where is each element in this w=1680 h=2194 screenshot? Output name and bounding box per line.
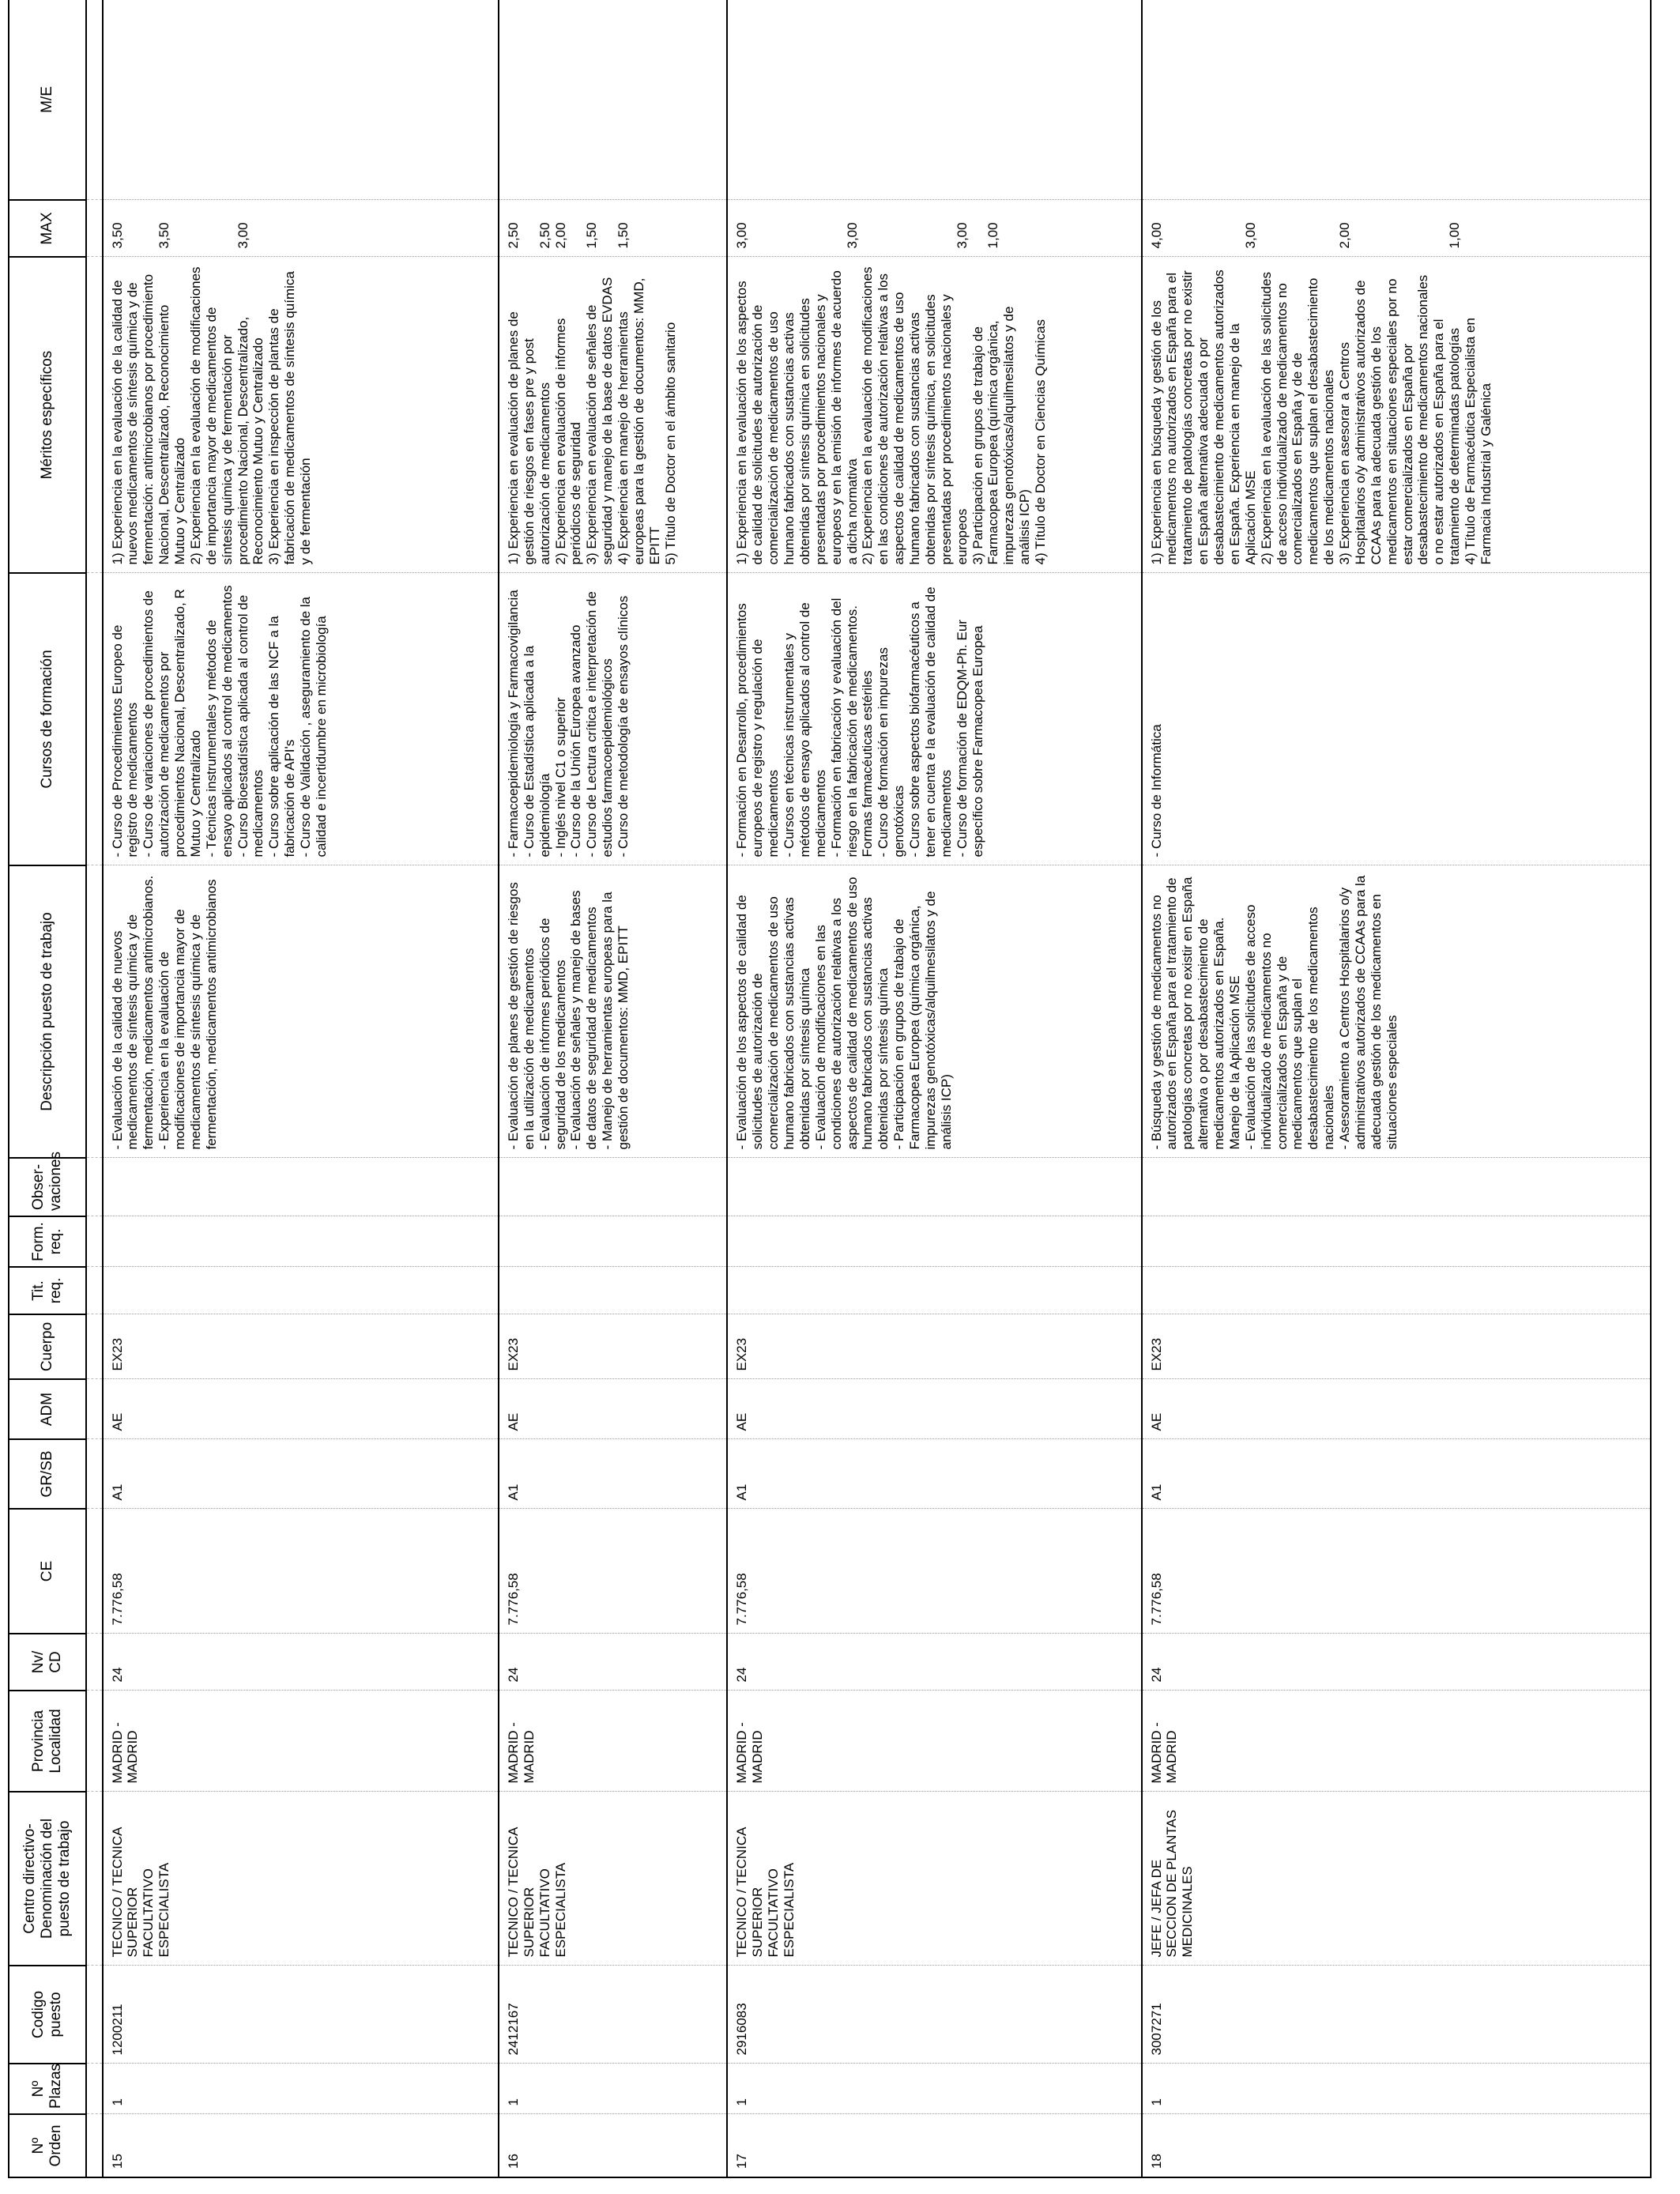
header-orden: Nº Orden [9, 2114, 86, 2177]
cell-adm: AE [499, 1379, 728, 1439]
cell-ce: 7.776,58 [727, 1509, 1141, 1634]
header-max: MAX [9, 200, 86, 257]
cell-nivel: 24 [499, 1634, 728, 1691]
cell-cursos: - Curso de Informática [1142, 573, 1651, 865]
cell-adm: AE [1142, 1379, 1651, 1439]
cell-cuerpo: EX23 [727, 1314, 1141, 1379]
cell-cuerpo: EX23 [103, 1314, 499, 1379]
cell-me [1142, 0, 1651, 200]
cell-nivel: 24 [727, 1634, 1141, 1691]
table-spacer-row [86, 0, 103, 2177]
cell-provincia: MADRID - MADRID [499, 1691, 728, 1792]
cell-tit [1142, 1267, 1651, 1314]
cell-grsb: A1 [499, 1439, 728, 1509]
cell-tit [727, 1267, 1141, 1314]
cell-form [727, 1216, 1141, 1267]
cell-descripcion: - Evaluación de los aspectos de calidad de solicitudes de autorización de comercialización de medicamentos de uso humano fabricados con sustancias activas obtenidas por síntesis química - Evaluación de modificaciones en las condiciones de autorización relativas a los aspectos de calidad de medicamentos de uso humano fabricados con sustancias activas obtenidas por síntesis química - Participación en grupos de trabajo de Farmacopea Europea (química orgánica, impurezas genotóxicas/alquilmesilatos y de análisis ICP) [727, 865, 1141, 1158]
header-provincia: Provincia Localidad [9, 1691, 86, 1792]
cell-cursos: - Formación en Desarrollo, procedimientos europeos de registro y regulación de medicamentos - Cursos en técnicas instrumentales y métodos de ensayo aplicados al control de medicamentos - Formación en fabricación y evaluación del riesgo en la fabricación de medicamentos. Formas farmacéuticas estériles - Curso de formación en impurezas genotóxicas - Curso sobre aspectos biofarmacéuticos a tener en cuenta e la evaluación de calidad de medicamentos - Curso de formación de EDQM-Ph. Eur específico sobre Farmacopea Europea [727, 573, 1141, 865]
cell-obs [499, 1158, 728, 1216]
cell-cuerpo: EX23 [1142, 1314, 1651, 1379]
cell-plazas: 1 [499, 2064, 728, 2114]
header-me: M/E [9, 0, 86, 200]
cell-plazas: 1 [727, 2064, 1141, 2114]
cell-descripcion: - Búsqueda y gestión de medicamentos no autorizados en España para el tratamiento de patologías concretas por no existir en España alternativa o por desabastecimiento de medicamentos autorizados en España. Manejo de la Aplicación MSE - Evaluación de las solicitudes de acceso individualizado de medicamentos no comercializados en España y de medicamentos que suplan el desabastecimiento de los medicamentos nacionales - Asesoramiento a Centros Hospitalarios o/y administrativos autorizados de CCAAs para la adecuada gestión de los medicamentos en situaciones especiales [1142, 865, 1651, 1158]
cell-max: 3,50 3,50 3,00 [103, 200, 499, 257]
cell-form [103, 1216, 499, 1267]
cell-me [499, 0, 728, 200]
cell-codigo: 1200211 [103, 1966, 499, 2064]
table-row [499, 0, 728, 2177]
cell-grsb: A1 [103, 1439, 499, 1509]
header-cuerpo: Cuerpo [9, 1314, 86, 1379]
cell-max: 3,00 3,00 3,00 1,00 [727, 200, 1141, 257]
cell-ce: 7.776,58 [1142, 1509, 1651, 1634]
cell-ce: 7.776,58 [499, 1509, 728, 1634]
header-descripcion: Descripción puesto de trabajo [9, 865, 86, 1158]
cell-meritos: 1) Experiencia en búsqueda y gestión de los medicamentos no autorizados en España para el tratamiento de patologías concretas por no existir en España alternativa adecuada o por desabastecimiento de medicamentos autorizados en España. Experiencia en manejo de la Aplicación MSE 2) Experiencia en la evaluación de las solicitudes de acceso individualizado de medicamentos no comercializados en España y de de medicamentos que suplan el desabastecimiento de los medicamentos nacionales 3) Experiencia en asesorar a Centros Hospitalarios o/y administrativos autorizados de CCAAs para la adecuada gestión de los medicamentos en situaciones especiales por no estar comercializados en España por desabastecimiento de medicamentos nacionales o no estar autorizados en España para el tratamiento de determinadas patologías 4) Título de Farmacéutica Especialista en Farmacia Industrial y Galénica [1142, 257, 1651, 573]
table-row [103, 0, 499, 2177]
cell-descripcion: - Evaluación de la calidad de nuevos medicamentos de síntesis química y de fermentación, medicamentos antimicrobianos. - Experiencia en la evaluación de modificaciones de importancia mayor de medicamentos de síntesis química y de fermentación, medicamentos antimicrobianos [103, 865, 499, 1158]
cell-nivel: 24 [1142, 1634, 1651, 1691]
cell-orden: 15 [103, 2114, 499, 2177]
cell-cursos: - Curso de Procedimientos Europeo de registro de medicamentos - Curso de variaciones de procedimientos de autorización de medicamentos por procedimientos Nacional, Descentralizado, R Mutuo y Centralizado - Técnicas instrumentales y métodos de ensayo aplicados al control de medicamentos - Curso Bioestadística aplicada al control de medicamentos - Curso sobre aplicación de las NCF a la fabricación de API's - Curso de Validación , aseguramiento de la calidad e incertidumbre en microbiología [103, 573, 499, 865]
header-cursos: Cursos de formación [9, 573, 86, 865]
cell-cursos: - Farmacoepidemiología y Farmacovigilancia - Curso de Estadística aplicada a la epidemiología - Inglés nivel C1 o superior - Curso de la Unión Europea avanzado - Curso de Lectura crítica e interpretación de estudios farmacoepidemiológicos - Curso de metodología de ensayos clínicos [499, 573, 728, 865]
positions-table [8, 0, 1652, 2178]
cell-centro: JEFE / JEFA DE SECCION DE PLANTAS MEDICINALES [1142, 1792, 1651, 1966]
cell-adm: AE [103, 1379, 499, 1439]
cell-meritos: 1) Experiencia en evaluación de planes de gestión de riesgos en fases pre y post autorización de medicamentos 2) Experiencia en evaluación de informes periódicos de seguridad 3) Experiencia en evaluación de señales de seguridad y manejo de la base de datos EVDAS 4) Experiencia en manejo de herramientas europeas para la gestión de documentos: MMD, EPITT 5) Título de Doctor en el ámbito sanitario [499, 257, 728, 573]
cell-codigo: 2412167 [499, 1966, 728, 2064]
cell-ce: 7.776,58 [103, 1509, 499, 1634]
table-header-row [9, 0, 86, 2177]
cell-plazas: 1 [103, 2064, 499, 2114]
cell-form [1142, 1216, 1651, 1267]
header-plazas: Nº Plazas [9, 2064, 86, 2114]
cell-meritos: 1) Experiencia en la evaluación de los aspectos de calidad de solicitudes de autorización de comercialización de medicamentos de uso humano fabricados con sustancias activas obtenidas por síntesis química en solicitudes presentadas por procedimientos nacionales y europeos y en la emisión de informes de acuerdo a dicha normativa 2) Experiencia en la evaluación de modificaciones en las condiciones de autorización relativas a los aspectos de calidad de medicamentos de uso humano fabricados con sustancias activas obtenidas por síntesis química, en solicitudes presentadas por procedimientos nacionales y europeos 3) Participación en grupos de trabajo de Farmacopea Europea (química orgánica, impurezas genotóxicas/alquilmesilatos y de análisis ICP) 4) Título de Doctor en Ciencias Químicas [727, 257, 1141, 573]
cell-grsb: A1 [727, 1439, 1141, 1509]
cell-codigo: 2916083 [727, 1966, 1141, 2064]
cell-obs [103, 1158, 499, 1216]
cell-orden: 16 [499, 2114, 728, 2177]
header-centro: Centro directivo-Denominación del puesto de trabajo [9, 1792, 86, 1966]
cell-provincia: MADRID - MADRID [727, 1691, 1141, 1792]
cell-nivel: 24 [103, 1634, 499, 1691]
header-grsb: GR/SB [9, 1439, 86, 1509]
cell-grsb: A1 [1142, 1439, 1651, 1509]
header-ce: CE [9, 1509, 86, 1634]
header-meritos: Méritos específicos [9, 257, 86, 573]
table-row [727, 0, 1141, 2177]
cell-max: 4,00 3,00 2,00 1,00 [1142, 200, 1651, 257]
header-codigo: Codigo puesto [9, 1966, 86, 2064]
cell-orden: 17 [727, 2114, 1141, 2177]
header-tit: Tit. req. [9, 1267, 86, 1314]
cell-descripcion: - Evaluación de planes de gestión de riesgos en la utilización de medicamentos - Evaluación de informes periódicos de seguridad de los medicamentos - Evaluación de señales y manejo de bases de datos de seguridad de medicamentos - Manejo de herramientas europeas para la gestión de documentos: MMD, EPITT [499, 865, 728, 1158]
header-nivel: Nv/ CD [9, 1634, 86, 1691]
cell-adm: AE [727, 1379, 1141, 1439]
cell-form [499, 1216, 728, 1267]
cell-centro: TECNICO / TECNICA SUPERIOR FACULTATIVO ESPECIALISTA [727, 1792, 1141, 1966]
cell-orden: 18 [1142, 2114, 1651, 2177]
cell-centro: TECNICO / TECNICA SUPERIOR FACULTATIVO ESPECIALISTA [103, 1792, 499, 1966]
cell-plazas: 1 [1142, 2064, 1651, 2114]
cell-provincia: MADRID - MADRID [103, 1691, 499, 1792]
table-row [1142, 0, 1651, 2177]
cell-max: 2,50 2,50 2,00 1,50 1,50 [499, 200, 728, 257]
header-form: Form. req. [9, 1216, 86, 1267]
cell-me [727, 0, 1141, 200]
cell-codigo: 3007271 [1142, 1966, 1651, 2064]
cell-meritos: 1) Experiencia en la evaluación de la calidad de nuevos medicamentos de síntesis química y de fermentación: antimicrobianos por procedimiento Nacional, Descentralizado, Reconocimiento Mutuo y Centralizado 2) Experiencia en la evaluación de modificaciones de importancia mayor de medicamentos de síntesis química y de fermentación por procedimiento Nacional, Descentralizado, Reconocimiento Mutuo y Centralizado 3) Experiencia en inspección de plantas de fabricación de medicamentos de síntesis química y de fermentación [103, 257, 499, 573]
header-obs: Obser-vaciones [9, 1158, 86, 1216]
cell-centro: TECNICO / TECNICA SUPERIOR FACULTATIVO ESPECIALISTA [499, 1792, 728, 1966]
cell-obs [727, 1158, 1141, 1216]
cell-tit [103, 1267, 499, 1314]
cell-me [103, 0, 499, 200]
cell-cuerpo: EX23 [499, 1314, 728, 1379]
cell-provincia: MADRID - MADRID [1142, 1691, 1651, 1792]
cell-obs [1142, 1158, 1651, 1216]
cell-tit [499, 1267, 728, 1314]
header-adm: ADM [9, 1379, 86, 1439]
